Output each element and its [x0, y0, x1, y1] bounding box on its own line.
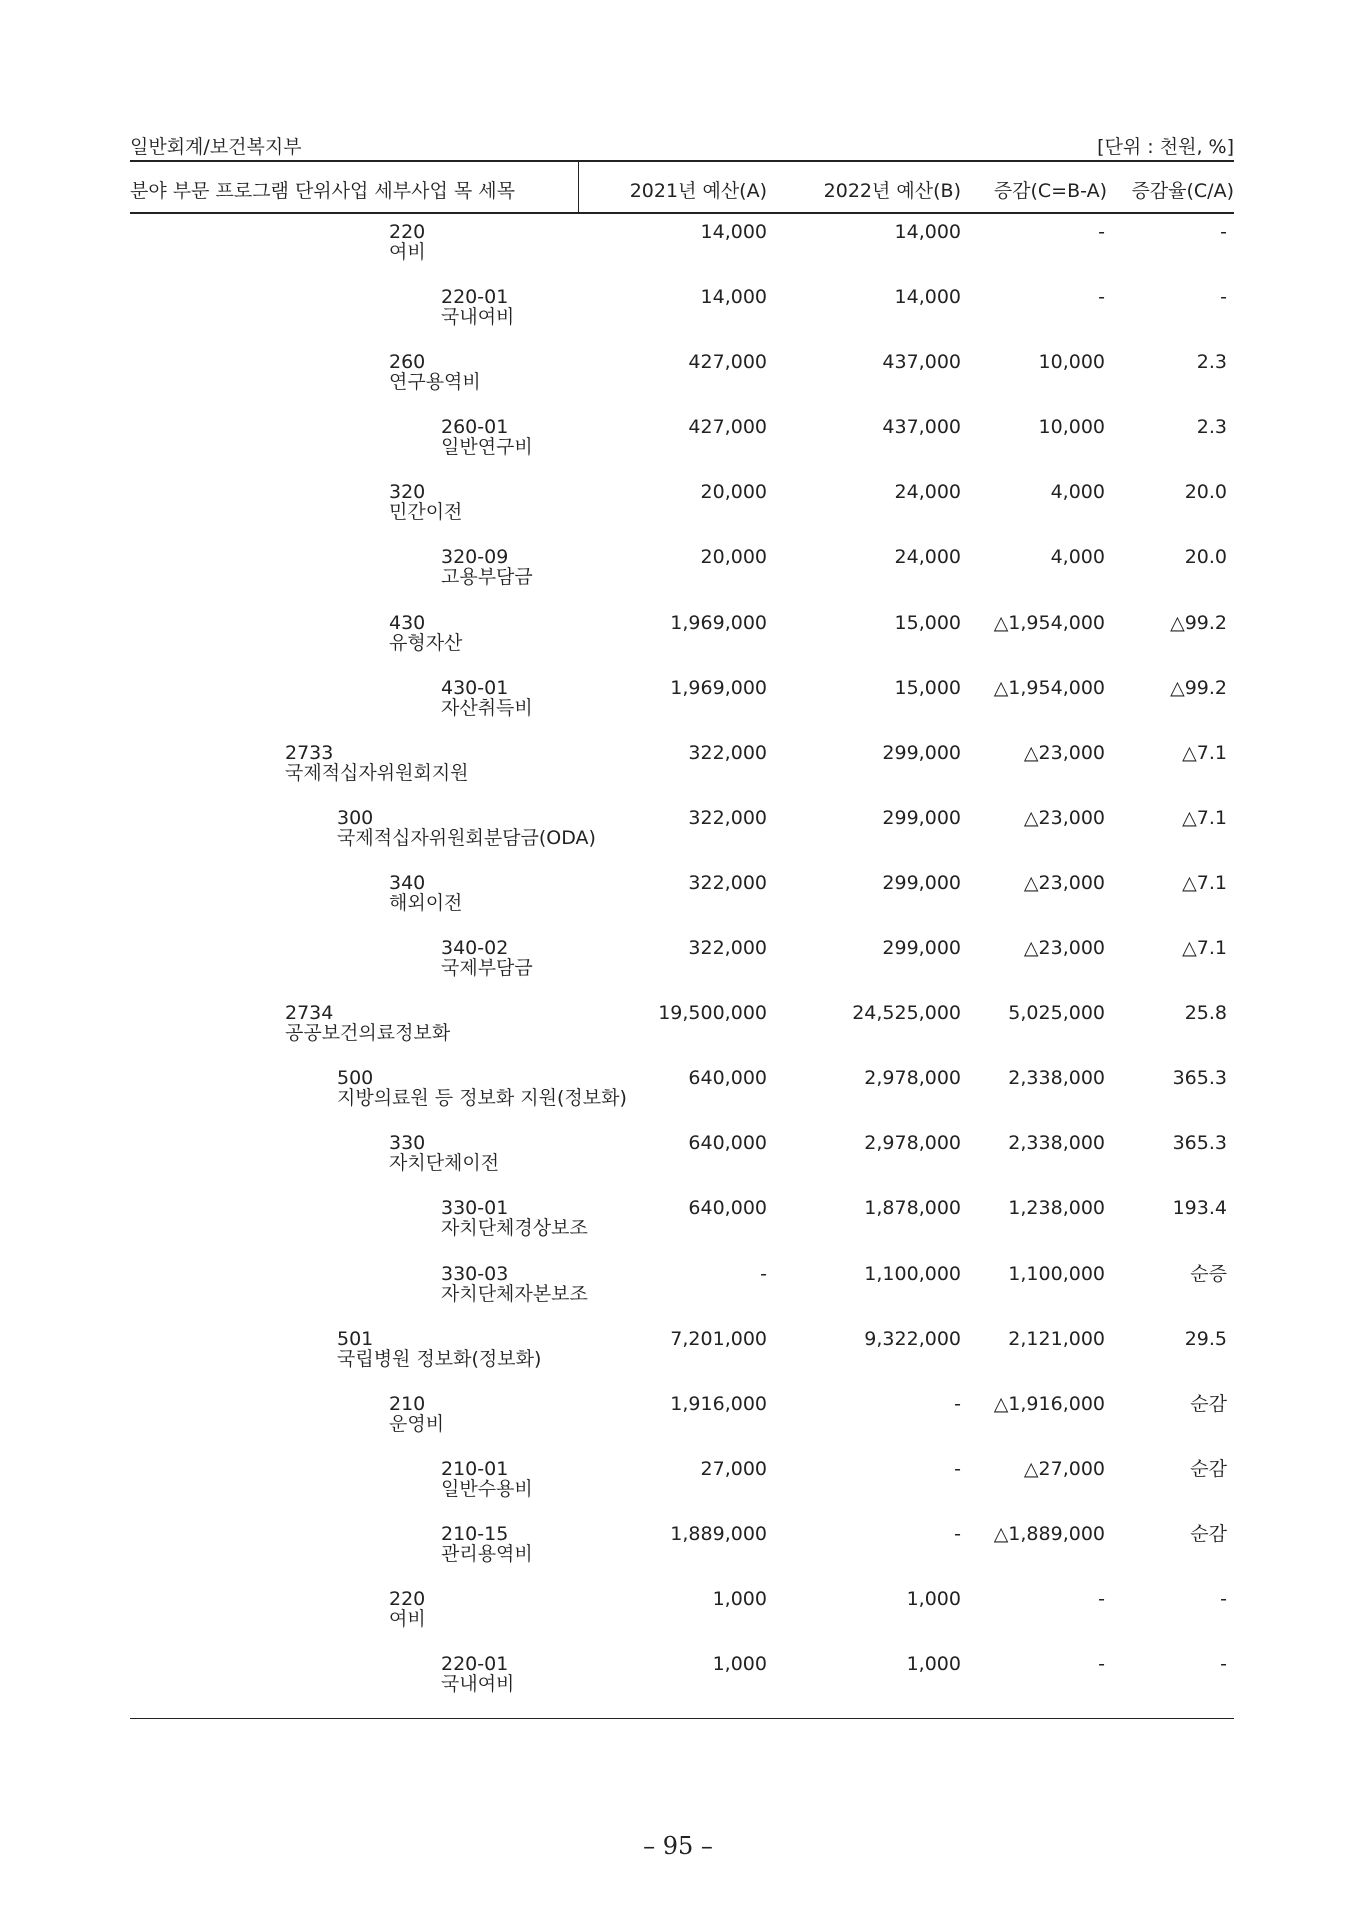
- table-row: [130, 1133, 1234, 1198]
- row-label: [389, 482, 462, 522]
- row-label: [441, 417, 533, 457]
- row-name: 여비: [389, 1607, 426, 1630]
- change-value: △23,000: [1023, 937, 1105, 960]
- row-label: [389, 1589, 426, 1629]
- row-name: 자치단체경상보조: [441, 1217, 588, 1240]
- change-value: 10,000: [1038, 416, 1105, 439]
- row-code: 340-02: [441, 937, 509, 960]
- budget-2021-value: 640,000: [688, 1197, 767, 1220]
- change-rate-value: 25.8: [1184, 1002, 1227, 1025]
- row-label: [337, 808, 596, 848]
- budget-2022-value: 9,322,000: [864, 1327, 961, 1350]
- budget-2021-value: 640,000: [688, 1132, 767, 1155]
- col-change-rate: 증감율(C/A): [1131, 180, 1234, 202]
- row-code: 210-01: [441, 1457, 509, 1480]
- change-rate-value: 순감: [1190, 1392, 1227, 1415]
- row-code: 320-09: [441, 546, 509, 569]
- table-bottom-rule: [130, 1718, 1234, 1719]
- account-title: 일반회계/보건복지부: [130, 136, 302, 158]
- table-row: [130, 938, 1234, 1003]
- change-rate-value: 순증: [1190, 1262, 1227, 1285]
- row-code: 320: [389, 481, 426, 504]
- row-label: [389, 613, 462, 653]
- row-label: [389, 1133, 499, 1173]
- budget-2021-value: 27,000: [700, 1457, 767, 1480]
- change-value: △1,954,000: [993, 611, 1105, 634]
- budget-2022-value: 2,978,000: [864, 1132, 961, 1155]
- row-name: 연구용역비: [389, 371, 481, 394]
- change-rate-value: 29.5: [1184, 1327, 1227, 1350]
- budget-2022-value: 1,878,000: [864, 1197, 961, 1220]
- table-header-rule: [130, 212, 1234, 214]
- table-row: [130, 482, 1234, 547]
- table-row: [130, 808, 1234, 873]
- change-rate-value: △99.2: [1170, 611, 1227, 634]
- table-row: [130, 547, 1234, 612]
- row-name: 여비: [389, 241, 426, 263]
- row-code: 220-01: [441, 1653, 509, 1676]
- budget-2021-value: 1,969,000: [670, 611, 767, 634]
- budget-2022-value: 2,978,000: [864, 1067, 961, 1090]
- row-code: 330: [389, 1132, 426, 1155]
- budget-2021-value: 427,000: [688, 351, 767, 374]
- table-row: [130, 1589, 1234, 1654]
- change-value: 5,025,000: [1008, 1002, 1105, 1025]
- budget-2021-value: 20,000: [700, 546, 767, 569]
- table-row: [130, 1654, 1234, 1719]
- budget-2021-value: 19,500,000: [658, 1002, 767, 1025]
- budget-2022-value: -: [954, 1392, 961, 1415]
- row-code: 2734: [285, 1002, 334, 1025]
- table-row: [130, 287, 1234, 352]
- table-header: [130, 162, 1234, 212]
- row-name: 국립병원 정보화(정보화): [337, 1347, 542, 1370]
- change-value: △27,000: [1023, 1457, 1105, 1480]
- change-rate-value: 순감: [1190, 1457, 1227, 1480]
- row-name: 국내여비: [441, 306, 515, 329]
- change-rate-value: △99.2: [1170, 676, 1227, 699]
- budget-2022-value: -: [954, 1522, 961, 1545]
- change-value: △23,000: [1023, 806, 1105, 829]
- row-name: 국제부담금: [441, 957, 533, 980]
- row-name: 유형자산: [389, 631, 463, 654]
- row-name: 해외이전: [389, 891, 463, 914]
- row-label: [441, 1264, 588, 1304]
- col-budget-2021: 2021년 예산(A): [629, 180, 767, 202]
- change-value: 10,000: [1038, 351, 1105, 374]
- row-label: [389, 222, 426, 262]
- budget-2021-value: 14,000: [700, 221, 767, 243]
- budget-2022-value: 299,000: [882, 806, 961, 829]
- budget-2021-value: 1,969,000: [670, 676, 767, 699]
- table-row: [130, 1329, 1234, 1394]
- row-name: 일반연구비: [441, 436, 533, 459]
- table-row: [130, 1394, 1234, 1459]
- change-rate-value: -: [1220, 221, 1227, 243]
- change-rate-value: 20.0: [1184, 481, 1227, 504]
- budget-2021-value: 7,201,000: [670, 1327, 767, 1350]
- row-code: 210-15: [441, 1522, 509, 1545]
- change-value: -: [1098, 286, 1105, 309]
- budget-2022-value: 1,100,000: [864, 1262, 961, 1285]
- change-rate-value: △7.1: [1182, 741, 1227, 764]
- budget-2021-value: 1,000: [712, 1653, 767, 1676]
- row-code: 260: [389, 351, 426, 374]
- budget-2022-value: 437,000: [882, 416, 961, 439]
- row-label: [337, 1068, 627, 1108]
- budget-table-body: [130, 222, 1234, 1719]
- table-row: [130, 873, 1234, 938]
- table-row: [130, 1003, 1234, 1068]
- budget-2021-value: 322,000: [688, 871, 767, 894]
- row-code: 430: [389, 611, 426, 634]
- change-rate-value: △7.1: [1182, 871, 1227, 894]
- change-rate-value: 2.3: [1196, 416, 1227, 439]
- budget-2022-value: 15,000: [894, 676, 961, 699]
- budget-2021-value: 322,000: [688, 806, 767, 829]
- budget-2022-value: 14,000: [894, 286, 961, 309]
- row-code: 300: [337, 806, 374, 829]
- budget-2021-value: 322,000: [688, 937, 767, 960]
- change-rate-value: 365.3: [1172, 1067, 1227, 1090]
- change-value: -: [1098, 221, 1105, 243]
- table-row: [130, 1524, 1234, 1589]
- budget-2021-value: 427,000: [688, 416, 767, 439]
- change-value: △23,000: [1023, 741, 1105, 764]
- row-code: 220: [389, 221, 426, 243]
- table-row: [130, 1459, 1234, 1524]
- row-code: 340: [389, 871, 426, 894]
- budget-2022-value: 1,000: [906, 1587, 961, 1610]
- change-value: △1,916,000: [993, 1392, 1105, 1415]
- budget-2022-value: 437,000: [882, 351, 961, 374]
- page-header: [130, 132, 1234, 159]
- change-value: 2,338,000: [1008, 1067, 1105, 1090]
- col-change: 증감(C=B-A): [993, 180, 1107, 202]
- row-name: 국제적십자위원회분담금(ODA): [337, 826, 596, 849]
- row-code: 330-03: [441, 1262, 509, 1285]
- row-name: 운영비: [389, 1412, 445, 1435]
- budget-2021-value: -: [760, 1262, 767, 1285]
- change-value: -: [1098, 1653, 1105, 1676]
- row-label: [337, 1329, 541, 1369]
- row-label: [441, 678, 533, 718]
- unit-label: [단위 : 천원, %]: [1097, 136, 1234, 158]
- budget-2022-value: 299,000: [882, 937, 961, 960]
- row-name: 관리용역비: [441, 1542, 533, 1565]
- table-row: [130, 222, 1234, 287]
- row-name: 자산취득비: [441, 696, 533, 719]
- row-label: [441, 1459, 533, 1499]
- budget-2021-value: 322,000: [688, 741, 767, 764]
- table-row: [130, 743, 1234, 808]
- row-code: 220-01: [441, 286, 509, 309]
- budget-2021-value: 14,000: [700, 286, 767, 309]
- change-rate-value: △7.1: [1182, 937, 1227, 960]
- table-row: [130, 613, 1234, 678]
- change-value: △23,000: [1023, 871, 1105, 894]
- change-rate-value: -: [1220, 286, 1227, 309]
- change-rate-value: -: [1220, 1587, 1227, 1610]
- change-value: -: [1098, 1587, 1105, 1610]
- row-code: 330-01: [441, 1197, 509, 1220]
- row-name: 일반수용비: [441, 1477, 533, 1500]
- budget-2021-value: 20,000: [700, 481, 767, 504]
- change-value: 4,000: [1050, 546, 1105, 569]
- budget-2021-value: 1,916,000: [670, 1392, 767, 1415]
- budget-2021-value: 640,000: [688, 1067, 767, 1090]
- row-name: 자치단체이전: [389, 1152, 500, 1175]
- budget-2022-value: 24,000: [894, 546, 961, 569]
- change-value: 1,238,000: [1008, 1197, 1105, 1220]
- budget-2022-value: 15,000: [894, 611, 961, 634]
- change-rate-value: △7.1: [1182, 806, 1227, 829]
- change-rate-value: 2.3: [1196, 351, 1227, 374]
- row-name: 국제적십자위원회지원: [285, 761, 469, 784]
- change-rate-value: 순감: [1190, 1522, 1227, 1545]
- row-name: 지방의료원 등 정보화 지원(정보화): [337, 1087, 627, 1110]
- change-rate-value: 365.3: [1172, 1132, 1227, 1155]
- row-code: 220: [389, 1587, 426, 1610]
- budget-2022-value: -: [954, 1457, 961, 1480]
- row-code: 430-01: [441, 676, 509, 699]
- row-name: 고용부담금: [441, 566, 533, 589]
- budget-2022-value: 24,525,000: [852, 1002, 961, 1025]
- change-rate-value: 193.4: [1172, 1197, 1227, 1220]
- row-code: 210: [389, 1392, 426, 1415]
- row-label: [389, 352, 481, 392]
- budget-2021-value: 1,000: [712, 1587, 767, 1610]
- budget-2022-value: 24,000: [894, 481, 961, 504]
- row-label: [441, 938, 533, 978]
- row-label: [441, 287, 514, 327]
- row-name: 공공보건의료정보화: [285, 1022, 451, 1045]
- row-label: [441, 1654, 514, 1694]
- table-row: [130, 1068, 1234, 1133]
- change-value: △1,954,000: [993, 676, 1105, 699]
- table-row: [130, 352, 1234, 417]
- budget-2022-value: 14,000: [894, 221, 961, 243]
- row-label: [285, 1003, 450, 1043]
- change-value: 4,000: [1050, 481, 1105, 504]
- budget-2022-value: 299,000: [882, 871, 961, 894]
- col-classification: 분야 부문 프로그램 단위사업 세부사업 목 세목: [130, 180, 515, 202]
- row-label: [441, 547, 533, 587]
- row-label: [285, 743, 469, 783]
- change-value: △1,889,000: [993, 1522, 1105, 1545]
- row-name: 민간이전: [389, 501, 463, 524]
- col-budget-2022: 2022년 예산(B): [823, 180, 961, 202]
- row-name: 국내여비: [441, 1673, 515, 1696]
- row-label: [441, 1524, 533, 1564]
- row-name: 자치단체자본보조: [441, 1282, 588, 1305]
- row-code: 501: [337, 1327, 374, 1350]
- row-label: [389, 873, 462, 913]
- budget-2022-value: 1,000: [906, 1653, 961, 1676]
- page-number: – 95 –: [643, 1832, 713, 1860]
- change-value: 2,121,000: [1008, 1327, 1105, 1350]
- change-value: 2,338,000: [1008, 1132, 1105, 1155]
- row-label: [441, 1198, 588, 1238]
- header-divider: [578, 162, 579, 212]
- change-value: 1,100,000: [1008, 1262, 1105, 1285]
- table-row: [130, 1264, 1234, 1329]
- row-code: 260-01: [441, 416, 509, 439]
- change-rate-value: 20.0: [1184, 546, 1227, 569]
- budget-2022-value: 299,000: [882, 741, 961, 764]
- table-row: [130, 1198, 1234, 1263]
- budget-2021-value: 1,889,000: [670, 1522, 767, 1545]
- row-label: [389, 1394, 444, 1434]
- table-row: [130, 417, 1234, 482]
- row-code: 2733: [285, 741, 334, 764]
- table-row: [130, 678, 1234, 743]
- row-code: 500: [337, 1067, 374, 1090]
- change-rate-value: -: [1220, 1653, 1227, 1676]
